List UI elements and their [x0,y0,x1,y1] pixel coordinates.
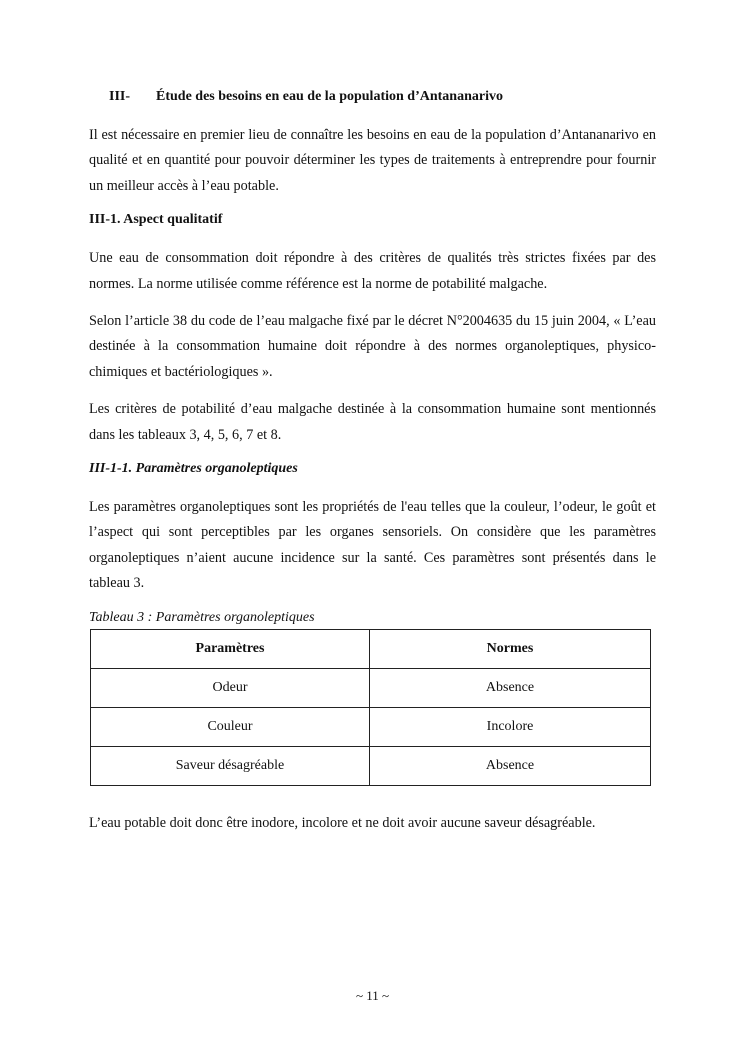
table-row [91,746,651,785]
table-cell-parameter: Saveur désagréable [91,746,370,785]
subsubsection-paragraph: Les paramètres organoleptiques sont les propriétés de l'eau telles que la couleur, l’odeur, le goût et l’aspect qui sont perceptibles par les organes sensoriels. On considère que les paramètres organoleptiques n’aient aucune incidence sur la santé. Ces paramètres sont présentés dans le tableau 3. [89,499,656,592]
table-cell-norm: Absence [370,668,651,707]
page-content [89,88,656,848]
section-title: Étude des besoins en eau de la population d’Antananarivo [156,89,503,104]
section-number: III- [109,89,131,104]
table-header-row [91,629,651,668]
table-cell-norm: Incolore [370,707,651,746]
subsection-heading: III-1. Aspect qualitatif [89,212,223,228]
table-header-parameters: Paramètres [91,629,370,668]
table-row [91,668,651,707]
subsubsection-heading: III-1-1. Paramètres organoleptiques [89,461,298,477]
table-cell-parameter: Odeur [91,668,370,707]
conclusion-paragraph: L’eau potable doit donc être inodore, incolore et ne doit avoir aucune saveur désagréable. [89,814,596,831]
table-cell-norm: Absence [370,746,651,785]
subsection-paragraph-2: Selon l’article 38 du code de l’eau malgache fixé par le décret N°2004635 du 15 juin 2004, « L’eau destinée à la consommation humaine doit répondre à des normes organoleptiques, physico-chimiques et bactériologiques ». [89,313,656,380]
section-intro-paragraph: Il est nécessaire en premier lieu de connaître les besoins en eau de la population d’Antananarivo en qualité et en quantité pour pouvoir déterminer les types de traitements à entreprendre pour fournir un meilleur accès à l’eau potable. [89,127,656,194]
section-heading [109,88,656,106]
table-header-norms: Normes [370,629,651,668]
parameters-table [90,629,651,786]
subsection-paragraph-3: Les critères de potabilité d’eau malgache destinée à la consommation humaine sont mentionnés dans les tableaux 3, 4, 5, 6, 7 et 8. [89,401,656,443]
table-cell-parameter: Couleur [91,707,370,746]
subsection-paragraph-1: Une eau de consommation doit répondre à des critères de qualités très strictes fixées par des normes. La norme utilisée comme référence est la norme de potabilité malgache. [89,250,656,292]
table-row [91,707,651,746]
page-number: ~ 11 ~ [355,988,390,1003]
table-caption: Tableau 3 : Paramètres organoleptiques [89,609,315,625]
